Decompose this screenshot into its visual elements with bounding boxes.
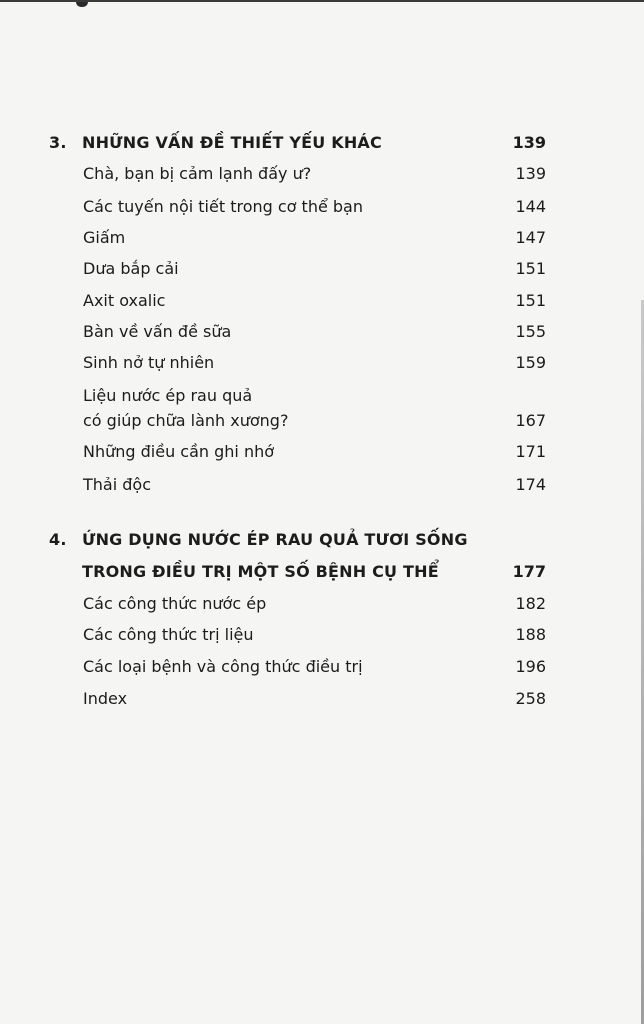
toc-entry-title: Các loại bệnh và công thức điều trị [83,657,363,676]
toc-entry-title: Index [83,689,128,708]
section-title: ỨNG DỤNG NƯỚC ÉP RAU QUẢ TƯƠI SỐNG [82,530,468,549]
toc-entry-title: Các tuyến nội tiết trong cơ thể bạn [83,197,363,216]
toc-entry-page: 139 [515,164,546,183]
toc-entry-page: 144 [515,197,546,216]
toc-entry-title: Các công thức nước ép [83,594,267,613]
section-page-number: 139 [512,133,546,152]
toc-entry-title: Giấm [83,228,126,247]
section-page-number: 177 [512,562,546,581]
section-title: NHỮNG VẤN ĐỀ THIẾT YẾU KHÁC [82,133,382,152]
toc-entry-title: Bàn về vấn đề sữa [83,322,232,341]
toc-entry-page: 167 [515,411,546,430]
toc-entry-title: Những điều cần ghi nhớ [83,442,275,461]
toc-entry-title: Liệu nước ép rau quả [83,386,253,405]
toc-entry-title: có giúp chữa lành xương? [83,411,289,430]
toc-entry-page: 188 [515,625,546,644]
toc-entry-page: 174 [515,475,546,494]
toc-entry-page: 196 [515,657,546,676]
toc-entry-page: 155 [515,322,546,341]
toc-entry-title: Thải độc [83,475,151,494]
section-title: TRONG ĐIỀU TRỊ MỘT SỐ BỆNH CỤ THỂ [82,562,439,581]
toc-entry-page: 151 [515,259,546,278]
toc-entry-page: 147 [515,228,546,247]
toc-entry-page: 159 [515,353,546,372]
section-number: 3. [49,133,67,152]
toc-entry-page: 151 [515,291,546,310]
toc-entry-page: 171 [515,442,546,461]
toc-entry-title: Các công thức trị liệu [83,625,254,644]
toc-entry-title: Dưa bắp cải [83,259,179,278]
toc-entry-title: Sinh nở tự nhiên [83,353,215,372]
toc-entry-page: 182 [515,594,546,613]
toc-entry-title: Axit oxalic [83,291,166,310]
toc-entry-title: Chà, bạn bị cảm lạnh đấy ư? [83,164,312,183]
section-number: 4. [49,530,67,549]
toc-entry-page: 258 [515,689,546,708]
